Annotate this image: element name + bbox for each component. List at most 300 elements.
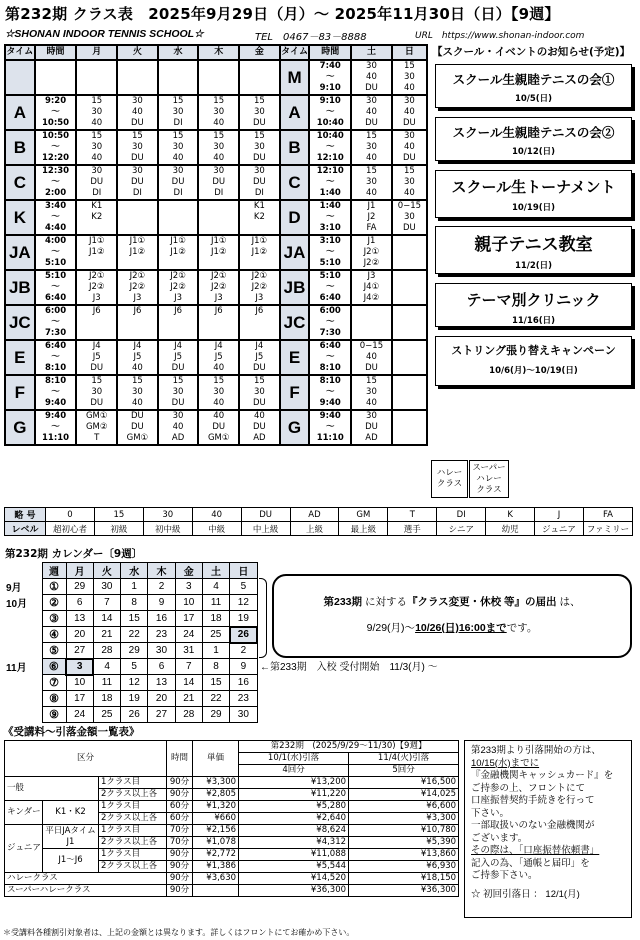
calendar-day: 2 xyxy=(230,643,257,659)
fee-debit-1: ¥4,312 xyxy=(239,837,349,849)
schedule.rows.1.left.cells.4-line: DU xyxy=(252,118,266,128)
schedule.rows.3.left.cells.0-line: DI xyxy=(92,188,102,198)
schedule.rows.10.right.cells.0-line: DU xyxy=(365,422,378,432)
schedule.rows.2.right.time-line: 10:40 xyxy=(316,131,344,141)
schedule.rows.3.right.time-line: ～ xyxy=(325,177,335,187)
schedule-header-cell: 金 xyxy=(239,45,280,60)
school-url[interactable]: URL https://www.shonan-indoor.com xyxy=(415,31,585,41)
schedule.rows.7.left.cells.2-line xyxy=(159,328,198,339)
schedule.rows.7.right.cells.1-line xyxy=(393,306,426,317)
fee-category-junior: ジュニア xyxy=(5,825,43,873)
schedule.rows.2.left.cells.2-line: 40 xyxy=(172,153,184,163)
calendar-day: 22 xyxy=(202,691,229,707)
schedule.rows.5.left.cells.3-line: J1① xyxy=(210,236,227,246)
fee-subcategory-kinder: K1・K2 xyxy=(43,801,99,825)
calendar-week-number: ⑤ xyxy=(42,643,66,659)
class-cell xyxy=(198,95,239,130)
notice-line: 下さい。 xyxy=(471,807,510,819)
level-code: 30 xyxy=(143,508,192,522)
schedule.rows.3.left.cells.2-line: DU xyxy=(171,177,185,187)
calendar-day: 11 xyxy=(93,675,120,691)
class-cell xyxy=(351,95,392,130)
timeslot-code: F xyxy=(5,375,35,410)
timeslot-time xyxy=(309,95,351,130)
schedule.rows.1.left.cells.1-line: 40 xyxy=(131,107,143,117)
level-code: 15 xyxy=(94,508,143,522)
schedule.rows.10.left.cells.2-line: 30 xyxy=(172,411,184,421)
schedule.rows.3.right.cells.0-line: 30 xyxy=(366,177,377,187)
class-cell xyxy=(198,410,239,445)
timeslot-time xyxy=(35,130,77,165)
schedule.rows.8.right.cells.1-line xyxy=(393,341,426,352)
schedule.rows.5.left.cells.0-line: J1① xyxy=(88,236,105,246)
class-cell xyxy=(392,200,427,235)
schedule.rows.0.right.time-line: ～ xyxy=(325,72,335,82)
calendar-day: 18 xyxy=(93,691,120,707)
event-date: 11/16(日) xyxy=(511,316,556,326)
schedule.rows.1.right.time-line: 9:10 xyxy=(319,96,341,106)
schedule.rows.7.right.cells.1-line xyxy=(393,328,426,339)
schedule.rows.4.left.cells.0-line xyxy=(77,223,116,234)
schedule.rows.2.left.cells.0-line: 30 xyxy=(91,142,103,152)
schedule.rows.0.right.time-line: 7:40 xyxy=(319,61,341,71)
schedule.rows.10.left.cells.2-line: 40 xyxy=(172,422,184,432)
calendar-day: 23 xyxy=(230,691,257,707)
event-name: テーマ別クリニック xyxy=(466,292,601,309)
class-cell xyxy=(76,270,117,305)
schedule.rows.7.left.time-line: 7:30 xyxy=(44,328,67,338)
event-card xyxy=(435,117,632,161)
class-cell xyxy=(117,95,158,130)
fee-class-label: 2クラス以上各 xyxy=(99,813,167,825)
timeslot-code: JA xyxy=(280,235,310,270)
calendar-header-cell: 週 xyxy=(42,563,66,579)
event-date: 10/5(日) xyxy=(514,94,553,104)
fee-table xyxy=(4,740,459,897)
calendar-day: 6 xyxy=(66,595,93,611)
notice-line: 第233期より引落開始の方は、 xyxy=(471,745,601,756)
schedule.rows.10.left.time-line: 11:10 xyxy=(42,433,70,443)
schedule.rows.9.right.cells.0-line: 15 xyxy=(366,376,377,386)
class-cell xyxy=(117,270,158,305)
schedule.rows.1.right.time-line: 10:40 xyxy=(316,118,344,128)
schedule.rows.6.left.cells.2-line: J2② xyxy=(170,282,186,292)
schedule.rows.7.left.cells.1-line xyxy=(118,317,157,328)
fee-header-count-2: 5回分 xyxy=(349,765,459,777)
calendar-day: 26 xyxy=(230,627,257,643)
timeslot-time xyxy=(35,410,77,445)
calendar-day: 17 xyxy=(175,611,202,627)
timeslot-code: B xyxy=(5,130,35,165)
schedule.rows.3.left.cells.1-line: DU xyxy=(131,177,144,187)
class-cell xyxy=(392,95,427,130)
calendar-day: 21 xyxy=(175,691,202,707)
event-name: ストリング張り替えキャンペーン xyxy=(451,345,616,357)
schedule-header-cell: 時間 xyxy=(35,45,77,60)
schedule.rows.4.left.cells.4-line: K1 xyxy=(253,201,265,211)
schedule.rows.6.right.time-line: 6:40 xyxy=(319,293,341,303)
calendar-day: 17 xyxy=(66,691,93,707)
schedule.rows.10.left.cells.2-line: AD xyxy=(171,433,185,443)
class-cell xyxy=(198,235,239,270)
fee-debit-2: ¥6,930 xyxy=(349,861,459,873)
timeslot-code: K xyxy=(5,200,35,235)
schedule.rows.4.left.cells.3-line xyxy=(199,212,238,223)
calendar-header-cell: 月 xyxy=(66,563,93,579)
class-cell xyxy=(76,410,117,445)
schedule.rows.2.right.cells.0-line: 40 xyxy=(366,153,377,163)
class-cell xyxy=(198,165,239,200)
fee-unit-price: ¥2,772 xyxy=(193,849,239,861)
schedule.rows.9.left.cells.4-line: 15 xyxy=(253,376,265,386)
calendar-day: 28 xyxy=(93,643,120,659)
timeslot-time xyxy=(35,305,77,340)
schedule.rows.2.left.cells.1-line: 15 xyxy=(131,131,143,141)
schedule.rows.9.left.cells.1-line: 30 xyxy=(131,387,143,397)
class-cell xyxy=(158,165,199,200)
timeslot-time xyxy=(309,270,351,305)
class-cell xyxy=(76,235,117,270)
schedule.rows.4.left.cells.2-line xyxy=(159,223,198,234)
timeslot-code: F xyxy=(280,375,310,410)
level-name: 中上級 xyxy=(241,522,290,536)
fee-unit-price: ¥2,156 xyxy=(193,825,239,837)
fee-time: 90分 xyxy=(167,849,193,861)
schedule.rows.2.right.cells.1-line: 40 xyxy=(403,142,415,152)
schedule.rows.10.right.cells.1-line xyxy=(393,411,426,422)
event-card xyxy=(435,64,632,108)
schedule.rows.0.left.cells.2-line xyxy=(159,72,198,83)
notice-line: その際は、「口座振替依頼書」 xyxy=(471,845,600,856)
calendar-month-label xyxy=(4,691,42,707)
schedule.rows.2.left.cells.4-line: 30 xyxy=(253,142,265,152)
schedule.rows.9.right.cells.1-line xyxy=(393,387,426,398)
timeslot-code xyxy=(5,60,35,95)
schedule.rows.10.left.cells.1-line: DU xyxy=(131,411,144,421)
schedule.rows.6.left.cells.1-line: J2① xyxy=(129,271,146,281)
schedule.rows.2.left.cells.1-line: DU xyxy=(131,153,144,163)
schedule.rows.6.right.time-line: ～ xyxy=(325,282,335,292)
class-cell xyxy=(198,305,239,340)
class-cell xyxy=(158,305,199,340)
schedule.rows.3.left.cells.3-line: DI xyxy=(214,188,224,198)
schedule.rows.9.right.cells.1-line xyxy=(393,398,426,409)
class-cell xyxy=(117,340,158,375)
schedule.rows.5.left.cells.1-line: J1① xyxy=(129,236,146,246)
schedule.rows.0.left.time-line xyxy=(36,83,76,94)
schedule.rows.10.left.cells.3-line: DU xyxy=(212,422,226,432)
school-info xyxy=(5,28,637,42)
school-name: ☆SHONAN INDOOR TENNIS SCHOOL☆ xyxy=(5,28,204,40)
schedule.rows.3.left.cells.4-line: DU xyxy=(252,177,266,187)
level-name: シニア xyxy=(437,522,486,536)
schedule.rows.2.left.cells.3-line: 40 xyxy=(213,153,225,163)
schedule.rows.9.left.cells.0-line: DU xyxy=(90,398,104,408)
notice-line: 『金融機関キャッシュカード』を xyxy=(471,770,614,781)
schedule.rows.0.left.time-line xyxy=(36,72,76,83)
schedule.rows.4.left.cells.2-line xyxy=(159,201,198,212)
schedule.rows.1.right.cells.1-line: 30 xyxy=(403,96,415,106)
calendar-day: 27 xyxy=(148,707,175,723)
calendar-day: 19 xyxy=(230,611,257,627)
schedule.rows.1.left.time-line: ～ xyxy=(51,107,60,117)
fee-header-period: 第232期 (2025/9/29～11/30)【9週】 xyxy=(239,741,459,753)
schedule.rows.0.left.time-line xyxy=(36,61,76,72)
schedule.rows.0.left.cells.2-line xyxy=(159,61,198,72)
class-cell xyxy=(239,270,280,305)
class-cell xyxy=(392,165,427,200)
schedule.rows.3.right.cells.1-line: 15 xyxy=(403,166,415,176)
schedule.rows.10.left.cells.0-line: GM② xyxy=(85,422,108,432)
fee-class-label: 2クラス以上各 xyxy=(99,837,167,849)
schedule.rows.10.right.cells.0-line: 30 xyxy=(366,411,377,421)
level-code: T xyxy=(388,508,437,522)
class-cell xyxy=(198,340,239,375)
calendar-day: 9 xyxy=(148,595,175,611)
schedule.rows.2.right.cells.1-line: DU xyxy=(403,153,416,163)
fee-header-price: 単価 xyxy=(193,741,239,777)
fee-debit-1: ¥13,200 xyxy=(239,777,349,789)
class-cell xyxy=(392,130,427,165)
notice-end: です。 xyxy=(506,622,538,634)
schedule.rows.2.left.cells.3-line: 15 xyxy=(213,131,225,141)
fee-super-name: スーパーハレークラス xyxy=(5,885,167,897)
schedule.rows.6.left.time-line: 6:40 xyxy=(44,293,67,303)
schedule.rows.0.left.cells.2-line xyxy=(159,83,198,94)
fee-class-label: 2クラス以上各 xyxy=(99,861,167,873)
schedule.rows.3.right.time-line: 1:40 xyxy=(319,188,341,198)
schedule.rows.4.left.cells.1-line xyxy=(118,223,157,234)
fee-class-label: 1クラス目 xyxy=(99,825,167,837)
schedule.rows.7.left.cells.1-line xyxy=(118,328,157,339)
schedule.rows.2.right.cells.0-line: 30 xyxy=(366,142,377,152)
schedule.rows.8.right.cells.0-line: 40 xyxy=(366,352,377,362)
level-name: 最上級 xyxy=(339,522,388,536)
schedule.rows.4.left.cells.3-line xyxy=(199,201,238,212)
schedule.rows.9.left.cells.1-line: 40 xyxy=(131,398,143,408)
schedule.rows.9.left.cells.3-line: 40 xyxy=(213,398,225,408)
fee-hale-time: 90分 xyxy=(167,873,193,885)
schedule.rows.3.left.time-line: ～ xyxy=(51,177,60,187)
class-cell xyxy=(117,375,158,410)
calendar-bracket xyxy=(259,578,267,658)
calendar-month-label: 10月 xyxy=(6,599,28,610)
calendar-day: 21 xyxy=(93,627,120,643)
class-cell xyxy=(198,200,239,235)
schedule.rows.8.left.cells.3-line: J4 xyxy=(214,341,223,351)
schedule.rows.5.left.cells.4-line: J1② xyxy=(251,247,268,257)
fee-header-time: 時間 xyxy=(167,741,193,777)
fee-time: 70分 xyxy=(167,837,193,849)
event-card xyxy=(435,283,632,327)
class-cell xyxy=(76,305,117,340)
notice-deadline: 10/26(日)16:00まで xyxy=(415,622,507,634)
event-name: 親子テニス教室 xyxy=(474,235,593,254)
class-cell xyxy=(351,375,392,410)
level-code: J xyxy=(535,508,584,522)
level-name: 選手 xyxy=(388,522,437,536)
schedule-header-cell: 月 xyxy=(76,45,117,60)
level-code: 0 xyxy=(46,508,95,522)
super-hale-class-box: スーパー ハレー クラス xyxy=(469,460,509,498)
calendar-day: 18 xyxy=(202,611,229,627)
schedule-header-cell: 時間 xyxy=(309,45,351,60)
schedule.rows.3.right.cells.0-line: 15 xyxy=(366,166,377,176)
schedule.rows.2.left.cells.2-line: 30 xyxy=(172,142,184,152)
class-cell xyxy=(198,130,239,165)
schedule.rows.9.right.cells.0-line: 30 xyxy=(366,387,377,397)
event-card xyxy=(435,336,632,386)
timeslot-time xyxy=(309,165,351,200)
schedule.rows.9.right.time-line: 8:10 xyxy=(319,376,341,386)
schedule.rows.8.right.cells.1-line xyxy=(393,363,426,374)
class-cell xyxy=(239,60,280,95)
level-code: GM xyxy=(339,508,388,522)
notice-line: ございます。 xyxy=(471,832,528,844)
class-cell xyxy=(351,410,392,445)
schedule.rows.8.left.cells.1-line: J4 xyxy=(133,341,142,351)
fee-header-count-1: 4回分 xyxy=(239,765,349,777)
schedule.rows.10.left.cells.0-line: GM① xyxy=(85,411,108,421)
class-cell xyxy=(158,340,199,375)
event-name: スクール生親睦テニスの会① xyxy=(452,73,615,87)
timeslot-time xyxy=(35,165,77,200)
schedule.rows.9.left.time-line: 8:10 xyxy=(44,376,67,386)
fee-time: 70分 xyxy=(167,825,193,837)
schedule.rows.10.left.cells.0-line: T xyxy=(94,433,100,443)
schedule.rows.4.right.time-line: 1:40 xyxy=(319,201,341,211)
calendar-week-number: ③ xyxy=(42,611,66,627)
timeslot-time xyxy=(309,235,351,270)
timeslot-time xyxy=(35,60,77,95)
schedule.rows.7.right.time-line: 6:00 xyxy=(319,306,341,316)
calendar-week-number: ⑧ xyxy=(42,691,66,707)
schedule.rows.4.left.cells.4-line: K2 xyxy=(253,212,265,222)
schedule.rows.10.right.time-line: 9:40 xyxy=(319,411,341,421)
schedule.rows.6.right.cells.1-line xyxy=(393,271,426,282)
calendar-day: 25 xyxy=(93,707,120,723)
schedule.rows.8.left.cells.0-line: J5 xyxy=(92,352,101,362)
schedule.rows.5.right.cells.1-line xyxy=(393,247,426,258)
schedule.rows.3.right.cells.1-line: 30 xyxy=(403,177,415,187)
fee-header-debit-2: 11/4(火)引落 xyxy=(349,753,459,765)
schedule.rows.5.right.cells.0-line: J2② xyxy=(363,258,380,268)
fee-unit-price: ¥660 xyxy=(193,813,239,825)
timeslot-code: D xyxy=(280,200,310,235)
calendar-day: 24 xyxy=(175,627,202,643)
bank-transfer-notice xyxy=(464,740,632,918)
timeslot-time xyxy=(309,60,351,95)
schedule.rows.7.right.cells.0-line xyxy=(352,328,391,339)
class-cell xyxy=(158,95,199,130)
class-cell xyxy=(117,305,158,340)
schedule.rows.7.left.cells.3-line xyxy=(199,328,238,339)
schedule.rows.8.left.cells.2-line: J5 xyxy=(174,352,183,362)
calendar-day: 7 xyxy=(175,659,202,675)
fee-header-kubun: 区分 xyxy=(5,741,167,777)
calendar-day: 14 xyxy=(93,611,120,627)
schedule.rows.6.left.time-line: 5:10 xyxy=(44,271,67,281)
schedule.rows.1.left.time-line: 9:20 xyxy=(44,96,67,106)
schedule.rows.9.left.cells.1-line: 15 xyxy=(131,376,143,386)
schedule.rows.4.right.cells.0-line: FA xyxy=(366,223,377,233)
schedule.rows.5.left.cells.3-line xyxy=(199,258,238,269)
class-schedule-table xyxy=(4,44,428,446)
class-cell xyxy=(158,130,199,165)
event-date: 10/12(日) xyxy=(511,147,556,157)
class-cell xyxy=(158,270,199,305)
timeslot-time xyxy=(309,410,351,445)
notice-line: 記入の為、「通帳と届印」を xyxy=(471,857,590,869)
calendar-month-label xyxy=(4,611,42,627)
schedule.rows.5.left.cells.2-line: J1① xyxy=(170,236,186,246)
schedule.rows.0.left.cells.0-line xyxy=(77,72,116,83)
class-cell xyxy=(239,130,280,165)
page-title: 第232期 クラス表 2025年9月29日（月）～ 2025年11月30日（日）【9週】 xyxy=(5,5,560,23)
schedule.rows.10.right.cells.0-line: AD xyxy=(365,433,378,443)
schedule.rows.8.left.cells.1-line: J5 xyxy=(133,352,142,362)
events-title: 【スクール・イベントのお知らせ(予定)】 xyxy=(432,46,631,58)
class-cell xyxy=(392,410,427,445)
timeslot-time xyxy=(309,375,351,410)
schedule.rows.6.left.cells.0-line: J2① xyxy=(88,271,105,281)
schedule.rows.9.right.time-line: ～ xyxy=(325,387,335,397)
schedule.rows.5.left.time-line: 5:10 xyxy=(44,258,67,268)
schedule.rows.1.left.cells.3-line: 30 xyxy=(213,107,225,117)
schedule.rows.5.right.time-line: 3:10 xyxy=(319,236,341,246)
schedule.rows.5.left.cells.2-line: J1② xyxy=(170,247,186,257)
level-code: 40 xyxy=(192,508,241,522)
schedule.rows.1.left.cells.4-line: 15 xyxy=(253,96,265,106)
fee-header-debit-1: 10/1(水)引落 xyxy=(239,753,349,765)
schedule.rows.0.right.cells.0-line: DU xyxy=(365,83,378,93)
schedule.rows.1.left.cells.3-line: 15 xyxy=(213,96,225,106)
schedule.rows.1.left.cells.2-line: 30 xyxy=(172,107,184,117)
schedule.rows.10.left.cells.3-line: 40 xyxy=(213,411,225,421)
class-cell xyxy=(351,340,392,375)
calendar-day: 23 xyxy=(148,627,175,643)
schedule.rows.0.left.cells.0-line xyxy=(77,61,116,72)
fee-time: 90分 xyxy=(167,789,193,801)
schedule.rows.6.right.cells.0-line: J4① xyxy=(363,282,380,292)
timeslot-code: JA xyxy=(5,235,35,270)
fee-unit-price: ¥1,320 xyxy=(193,801,239,813)
class-cell xyxy=(239,340,280,375)
notice-start: 9/29(月)～ xyxy=(366,622,416,634)
schedule.rows.6.right.cells.1-line xyxy=(393,282,426,293)
schedule.rows.1.left.cells.0-line: 15 xyxy=(91,96,103,106)
schedule.rows.1.right.cells.1-line: 40 xyxy=(403,107,415,117)
level-legend-table xyxy=(4,507,633,536)
fee-hale-debit-2: ¥18,150 xyxy=(349,873,459,885)
fee-category-general: 一般 xyxy=(5,777,99,801)
fee-debit-2: ¥5,390 xyxy=(349,837,459,849)
timeslot-code: A xyxy=(280,95,310,130)
schedule.rows.5.left.cells.4-line xyxy=(240,258,279,269)
calendar-header-cell: 土 xyxy=(202,563,229,579)
schedule-header-cell: 土 xyxy=(351,45,392,60)
fee-unit-price: ¥2,805 xyxy=(193,789,239,801)
timeslot-code: A xyxy=(5,95,35,130)
schedule.rows.8.right.cells.1-line xyxy=(393,352,426,363)
schedule.rows.7.right.time-line: ～ xyxy=(325,317,335,327)
fee-time: 90分 xyxy=(167,777,193,789)
class-cell xyxy=(351,60,392,95)
timeslot-code: E xyxy=(5,340,35,375)
schedule.rows.7.left.cells.0-line xyxy=(77,328,116,339)
level-name: 上級 xyxy=(290,522,339,536)
timeslot-time xyxy=(309,305,351,340)
